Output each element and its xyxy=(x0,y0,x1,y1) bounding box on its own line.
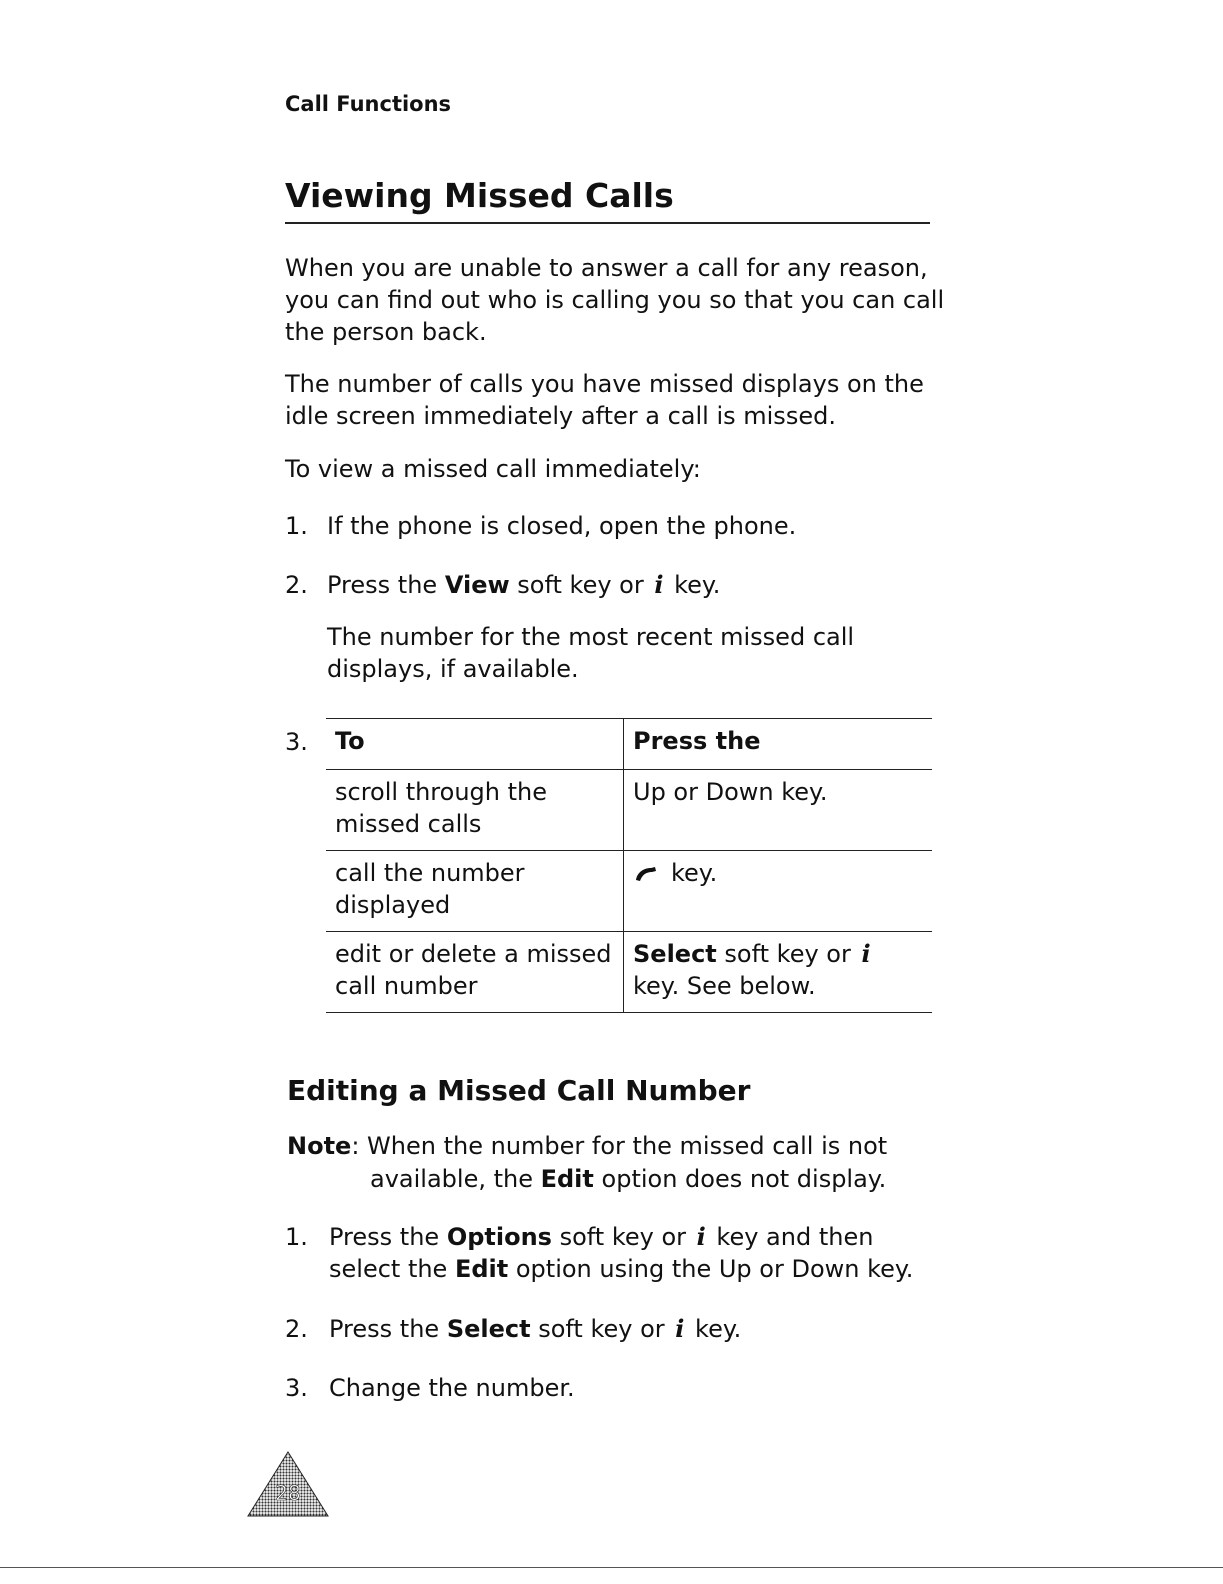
step-text: If the phone is closed, open the phone. xyxy=(327,512,797,540)
edit-option-label: Edit xyxy=(454,1255,509,1283)
column-header-to: To xyxy=(326,719,624,770)
options-key-label: Options xyxy=(446,1223,552,1251)
table-row xyxy=(326,851,932,932)
note-label: Note xyxy=(287,1132,352,1160)
table-row xyxy=(326,932,932,1013)
send-key-text: key. xyxy=(671,859,718,887)
title-underline xyxy=(285,222,930,224)
edit-option-label: Edit xyxy=(540,1165,594,1193)
info-key-icon: i xyxy=(654,570,664,599)
table-cell-key: Up or Down key. xyxy=(624,770,933,851)
step-number: 2. xyxy=(285,571,308,599)
step-number: 2. xyxy=(285,1315,308,1343)
step-number: 1. xyxy=(285,1223,308,1251)
select-key-label: Select xyxy=(633,940,717,968)
step-line-2-post: option using the Up or Down key. xyxy=(508,1255,914,1283)
note-line-1: : When the number for the missed call is not xyxy=(351,1132,888,1160)
step-text xyxy=(327,569,947,601)
step-result-text: The number for the most recent missed call displays, if available. xyxy=(327,623,855,683)
send-key-icon xyxy=(633,858,659,890)
step-text-post: soft key or xyxy=(509,571,652,599)
table-cell-action: edit or delete a missed call number xyxy=(326,932,624,1013)
select-key-end: key. See below. xyxy=(633,972,816,1000)
page-title: Viewing Missed Calls xyxy=(285,176,674,215)
table-cell-action: scroll through the missed calls xyxy=(326,770,624,851)
step-text-mid: soft key or xyxy=(551,1223,694,1251)
info-key-icon: i xyxy=(861,939,871,968)
info-key-icon: i xyxy=(675,1314,685,1343)
step-text xyxy=(329,1313,949,1345)
select-key-label: Select xyxy=(446,1315,531,1343)
note-line-2-pre: available, the xyxy=(370,1165,541,1193)
step-text-pre: Press the xyxy=(329,1223,447,1251)
step-line-2-pre: select the xyxy=(329,1255,455,1283)
intro-paragraph-3: To view a missed call immediately: xyxy=(285,455,701,483)
table-cell-key xyxy=(624,932,933,1013)
step-text-end: key. xyxy=(666,571,721,599)
step-number: 3. xyxy=(285,728,308,756)
step-text-pre: Press the xyxy=(329,1315,447,1343)
step-text xyxy=(329,1221,949,1285)
table-header-row xyxy=(326,719,932,770)
table-row xyxy=(326,770,932,851)
note-line-2-post: option does not display. xyxy=(593,1165,887,1193)
select-key-mid: soft key or xyxy=(716,940,859,968)
page-number: 28 xyxy=(275,1481,301,1505)
step-text-pre: Press the xyxy=(327,571,445,599)
table-cell-action: call the number displayed xyxy=(326,851,624,932)
note-line-2 xyxy=(287,1163,947,1196)
info-key-icon: i xyxy=(696,1222,706,1251)
key-table xyxy=(326,718,932,1013)
note-block xyxy=(287,1130,947,1196)
step-text-mid: soft key or xyxy=(530,1315,673,1343)
intro-paragraph-2: The number of calls you have missed displays on the idle screen immediately after a call is missed. xyxy=(285,370,924,430)
intro-paragraph-1: When you are unable to answer a call for any reason, you can find out who is calling you so that you can call the person back. xyxy=(285,254,945,346)
step-text-post: key. xyxy=(687,1315,742,1343)
page-number-badge xyxy=(246,1450,330,1518)
section-header: Call Functions xyxy=(285,92,452,116)
step-number: 1. xyxy=(285,512,308,540)
step-text: Change the number. xyxy=(329,1374,575,1402)
column-header-press: Press the xyxy=(624,719,933,770)
step-number: 3. xyxy=(285,1374,308,1402)
view-key-label: View xyxy=(444,571,510,599)
section-subheading: Editing a Missed Call Number xyxy=(287,1074,751,1107)
page-bottom-rule xyxy=(0,1567,1223,1568)
table-cell-key xyxy=(624,851,933,932)
step-text-post: key and then xyxy=(708,1223,874,1251)
